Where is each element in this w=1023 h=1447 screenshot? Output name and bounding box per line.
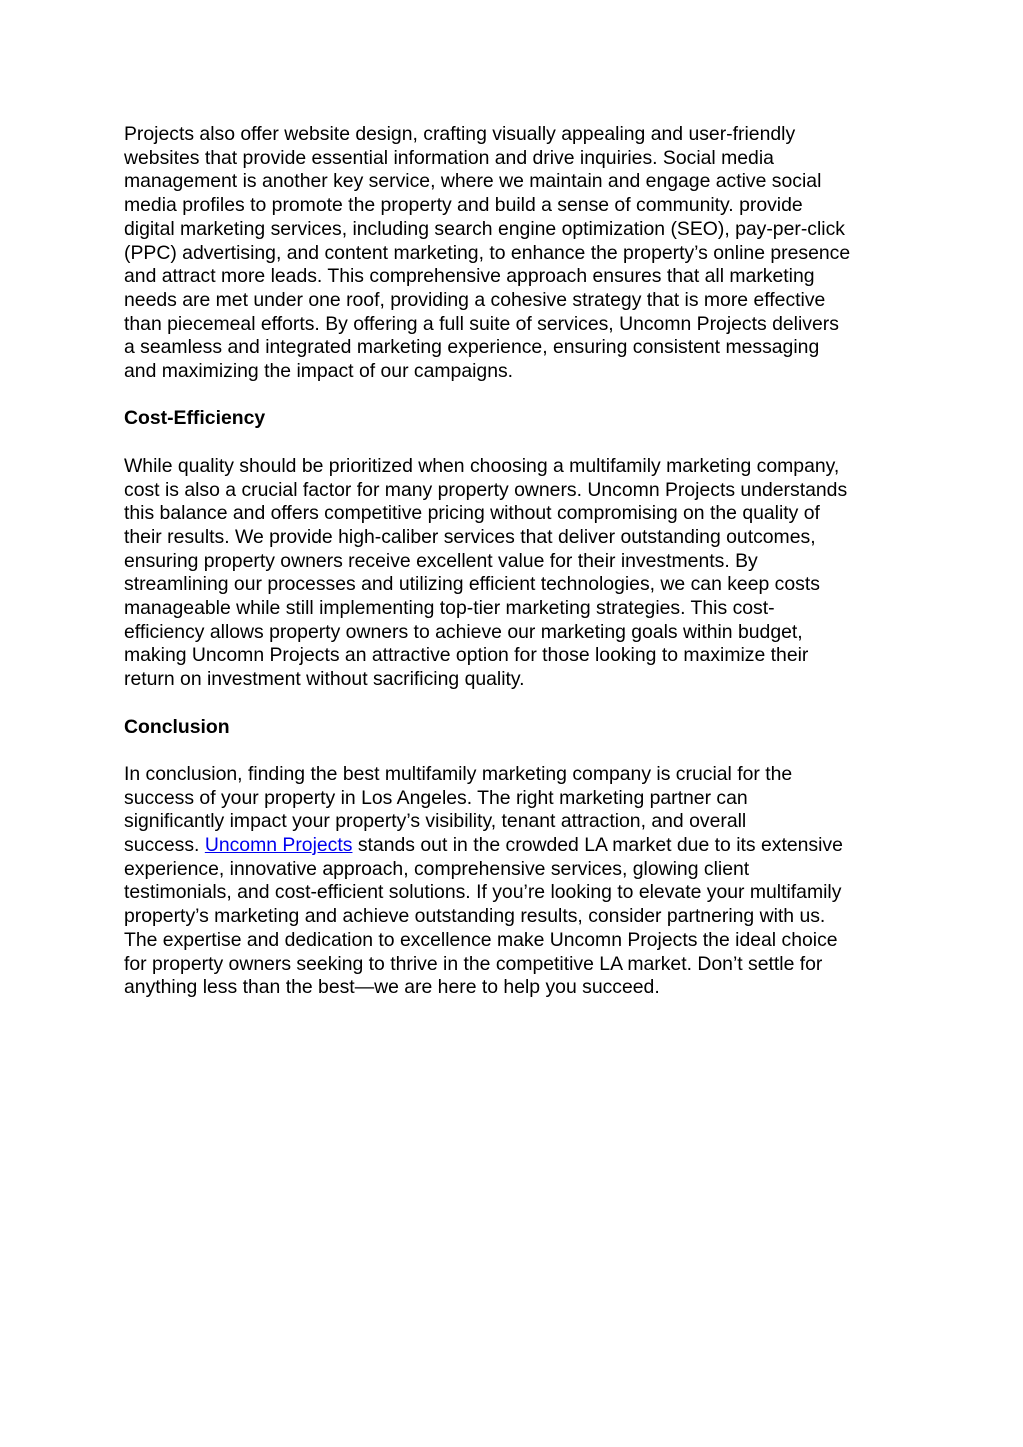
conclusion-text-before-link: In conclusion, finding the best multifamily marketing company is crucial for the success of your property in Los Angeles. The right marketing partner can significantly impact your property’s visibility, tenant attraction, and overall success. bbox=[124, 762, 793, 857]
conclusion-text-after-link: stands out in the crowded LA market due to its extensive experience, innovative approach, comprehensive services, glowing client testimonials, and cost-efficient solutions. If you’re looking to elevate your multifamily property’s marketing and achieve outstanding results, consider partnering with us. The expertise and dedication to excellence make Uncomn Projects the ideal choice for property owners seeking to thrive in the competitive LA market. Don’t settle for anything less than the best—we are here to help you succeed. bbox=[124, 834, 843, 999]
document-page bbox=[124, 123, 914, 1000]
section-heading-cost-efficiency: Cost-Efficiency bbox=[124, 407, 266, 430]
section-heading-conclusion: Conclusion bbox=[124, 715, 230, 738]
uncomn-projects-link[interactable]: Uncomn Projects bbox=[204, 834, 353, 857]
spacer bbox=[124, 739, 914, 763]
conclusion-paragraph bbox=[124, 763, 914, 1000]
cost-efficiency-paragraph: While quality should be prioritized when choosing a multifamily marketing company, cost is also a crucial factor for many property owners. Uncomn Projects understands this balance and offers competitive pricing without compromising on the quality of their results. We provide high-caliber services that deliver outstanding outcomes, ensuring property owners receive excellent value for their investments. By streamlining our processes and utilizing efficient technologies, we can keep costs manageable while still implementing top-tier marketing strategies. This cost- efficiency allows property owners to achieve our marketing goals within budget, making Uncomn Projects an attractive option for those looking to maximize their return on investment without sacrificing quality. bbox=[124, 454, 848, 691]
spacer bbox=[124, 431, 914, 455]
spacer bbox=[124, 692, 914, 716]
intro-paragraph: Projects also offer website design, crafting visually appealing and user-friendly websites that provide essential information and drive inquiries. Social media management is another key service, where we maintain and engage active social media profiles to promote the property and build a sense of community. provide digital marketing services, including search engine optimization (SEO), pay-per-click (PPC) advertising, and content marketing, to enhance the property’s online presence and attract more leads. This comprehensive approach ensures that all marketing needs are met under one roof, providing a cohesive strategy that is more effective than piecemeal efforts. By offering a full suite of services, Uncomn Projects delivers a seamless and integrated marketing experience, ensuring consistent messaging and maximizing the impact of our campaigns. bbox=[124, 123, 851, 383]
spacer bbox=[124, 384, 914, 408]
